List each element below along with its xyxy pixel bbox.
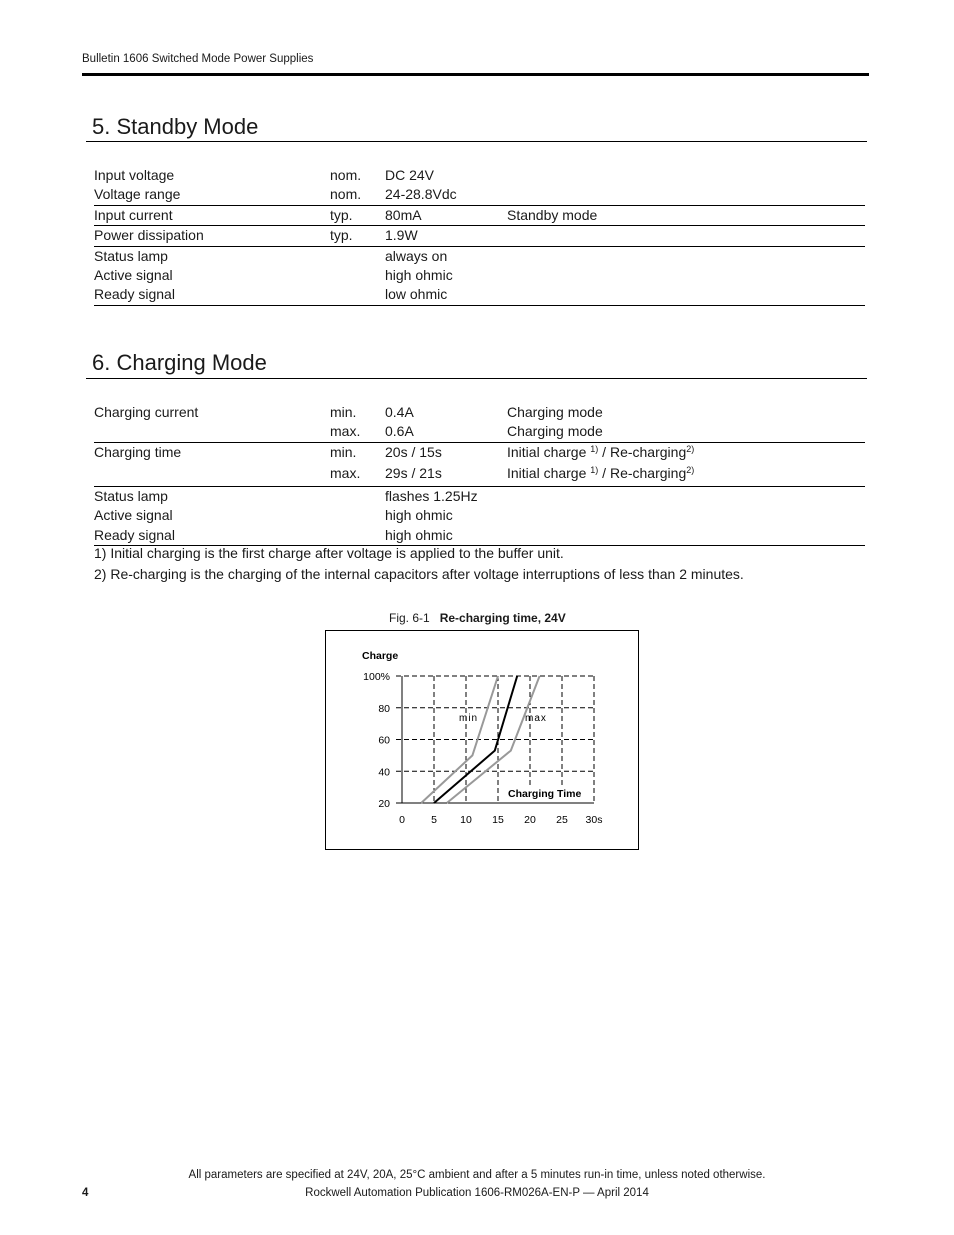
- x-tick-label: 15: [492, 814, 504, 826]
- header-rule: [82, 73, 869, 76]
- table-row: Voltage range nom. 24-28.8Vdc: [94, 185, 865, 205]
- page-number: 4: [82, 1187, 89, 1199]
- table-row: Ready signal high ohmic: [94, 526, 865, 546]
- figure-label: Fig. 6-1: [389, 611, 430, 625]
- table-row: Input voltage nom. DC 24V: [94, 167, 435, 183]
- table-row: Ready signal low ohmic: [94, 285, 865, 305]
- recharging-time-chart: [326, 631, 638, 849]
- table-row: Active signal high ohmic: [94, 507, 453, 524]
- footnote-1: 1) Initial charging is the first charge after voltage is applied to the buffer unit.: [94, 545, 564, 561]
- footer-note: All parameters are specified at 24V, 20A, 25°C ambient and after a 5 minutes run-in time, unless noted otherwise.: [188, 1169, 766, 1181]
- table-row: Active signal high ohmic: [94, 266, 453, 283]
- chart-frame: [325, 630, 639, 850]
- running-header: Bulletin 1606 Switched Mode Power Supplies: [82, 53, 314, 65]
- x-tick-label: 30s: [585, 814, 603, 826]
- table-row: Input current typ. 80mA Standby mode: [94, 205, 865, 225]
- table-row: Status lamp always on: [94, 247, 448, 264]
- table-row: max. 0.6A Charging mode: [94, 422, 865, 442]
- charging-spec-table: [94, 403, 865, 546]
- table-row: max. 29s / 21s Initial charge $^{1)}$ / Re-charging$^{2)}$: [94, 464, 865, 487]
- y-tick-label: 60: [378, 734, 390, 747]
- table-row: Status lamp flashes 1.25Hz: [94, 487, 478, 504]
- standby-spec-table: [94, 166, 865, 306]
- section-rule: [86, 141, 867, 142]
- y-tick-label: 40: [378, 766, 390, 779]
- charging-time-note: Initial charge $^{1)}$ / Re-charging$^{2)}$: [507, 464, 865, 487]
- x-tick-label: 20: [524, 814, 536, 826]
- x-tick-label: 5: [431, 814, 437, 826]
- figure-caption: [389, 611, 566, 625]
- table-row: Charging time min. 20s / 15s Initial charge $^{1)}$ / Re-charging$^{2)}$: [94, 442, 865, 464]
- y-tick-label: 20: [378, 798, 390, 810]
- footnote-2: 2) Re-charging is the charging of the internal capacitors after voltage interruptions of less than 2 minutes.: [94, 566, 744, 582]
- x-axis-label: Charging Time: [508, 788, 582, 800]
- publication-info: Rockwell Automation Publication 1606-RM026A-EN-P — April 2014: [305, 1187, 649, 1199]
- table-row: Charging current min. 0.4A Charging mode: [94, 404, 603, 420]
- table-row: Power dissipation typ. 1.9W: [94, 226, 865, 246]
- section-title-standby: 5. Standby Mode: [92, 114, 259, 139]
- section-title-charging: 6. Charging Mode: [92, 350, 267, 375]
- y-tick-label: 100%: [363, 671, 390, 683]
- charging-time-note: Initial charge $^{1)}$ / Re-charging$^{2)}$: [507, 443, 695, 460]
- y-axis-label: Charge: [362, 650, 399, 662]
- y-tick-label: 80: [378, 702, 390, 715]
- max-annotation: max: [525, 713, 547, 724]
- section-rule: [86, 378, 867, 379]
- x-tick-label: 25: [556, 814, 568, 826]
- min-annotation: min: [459, 713, 479, 724]
- x-tick-label: 0: [399, 814, 405, 826]
- figure-title: Re-charging time, 24V: [439, 611, 566, 625]
- x-tick-label: 10: [460, 814, 472, 826]
